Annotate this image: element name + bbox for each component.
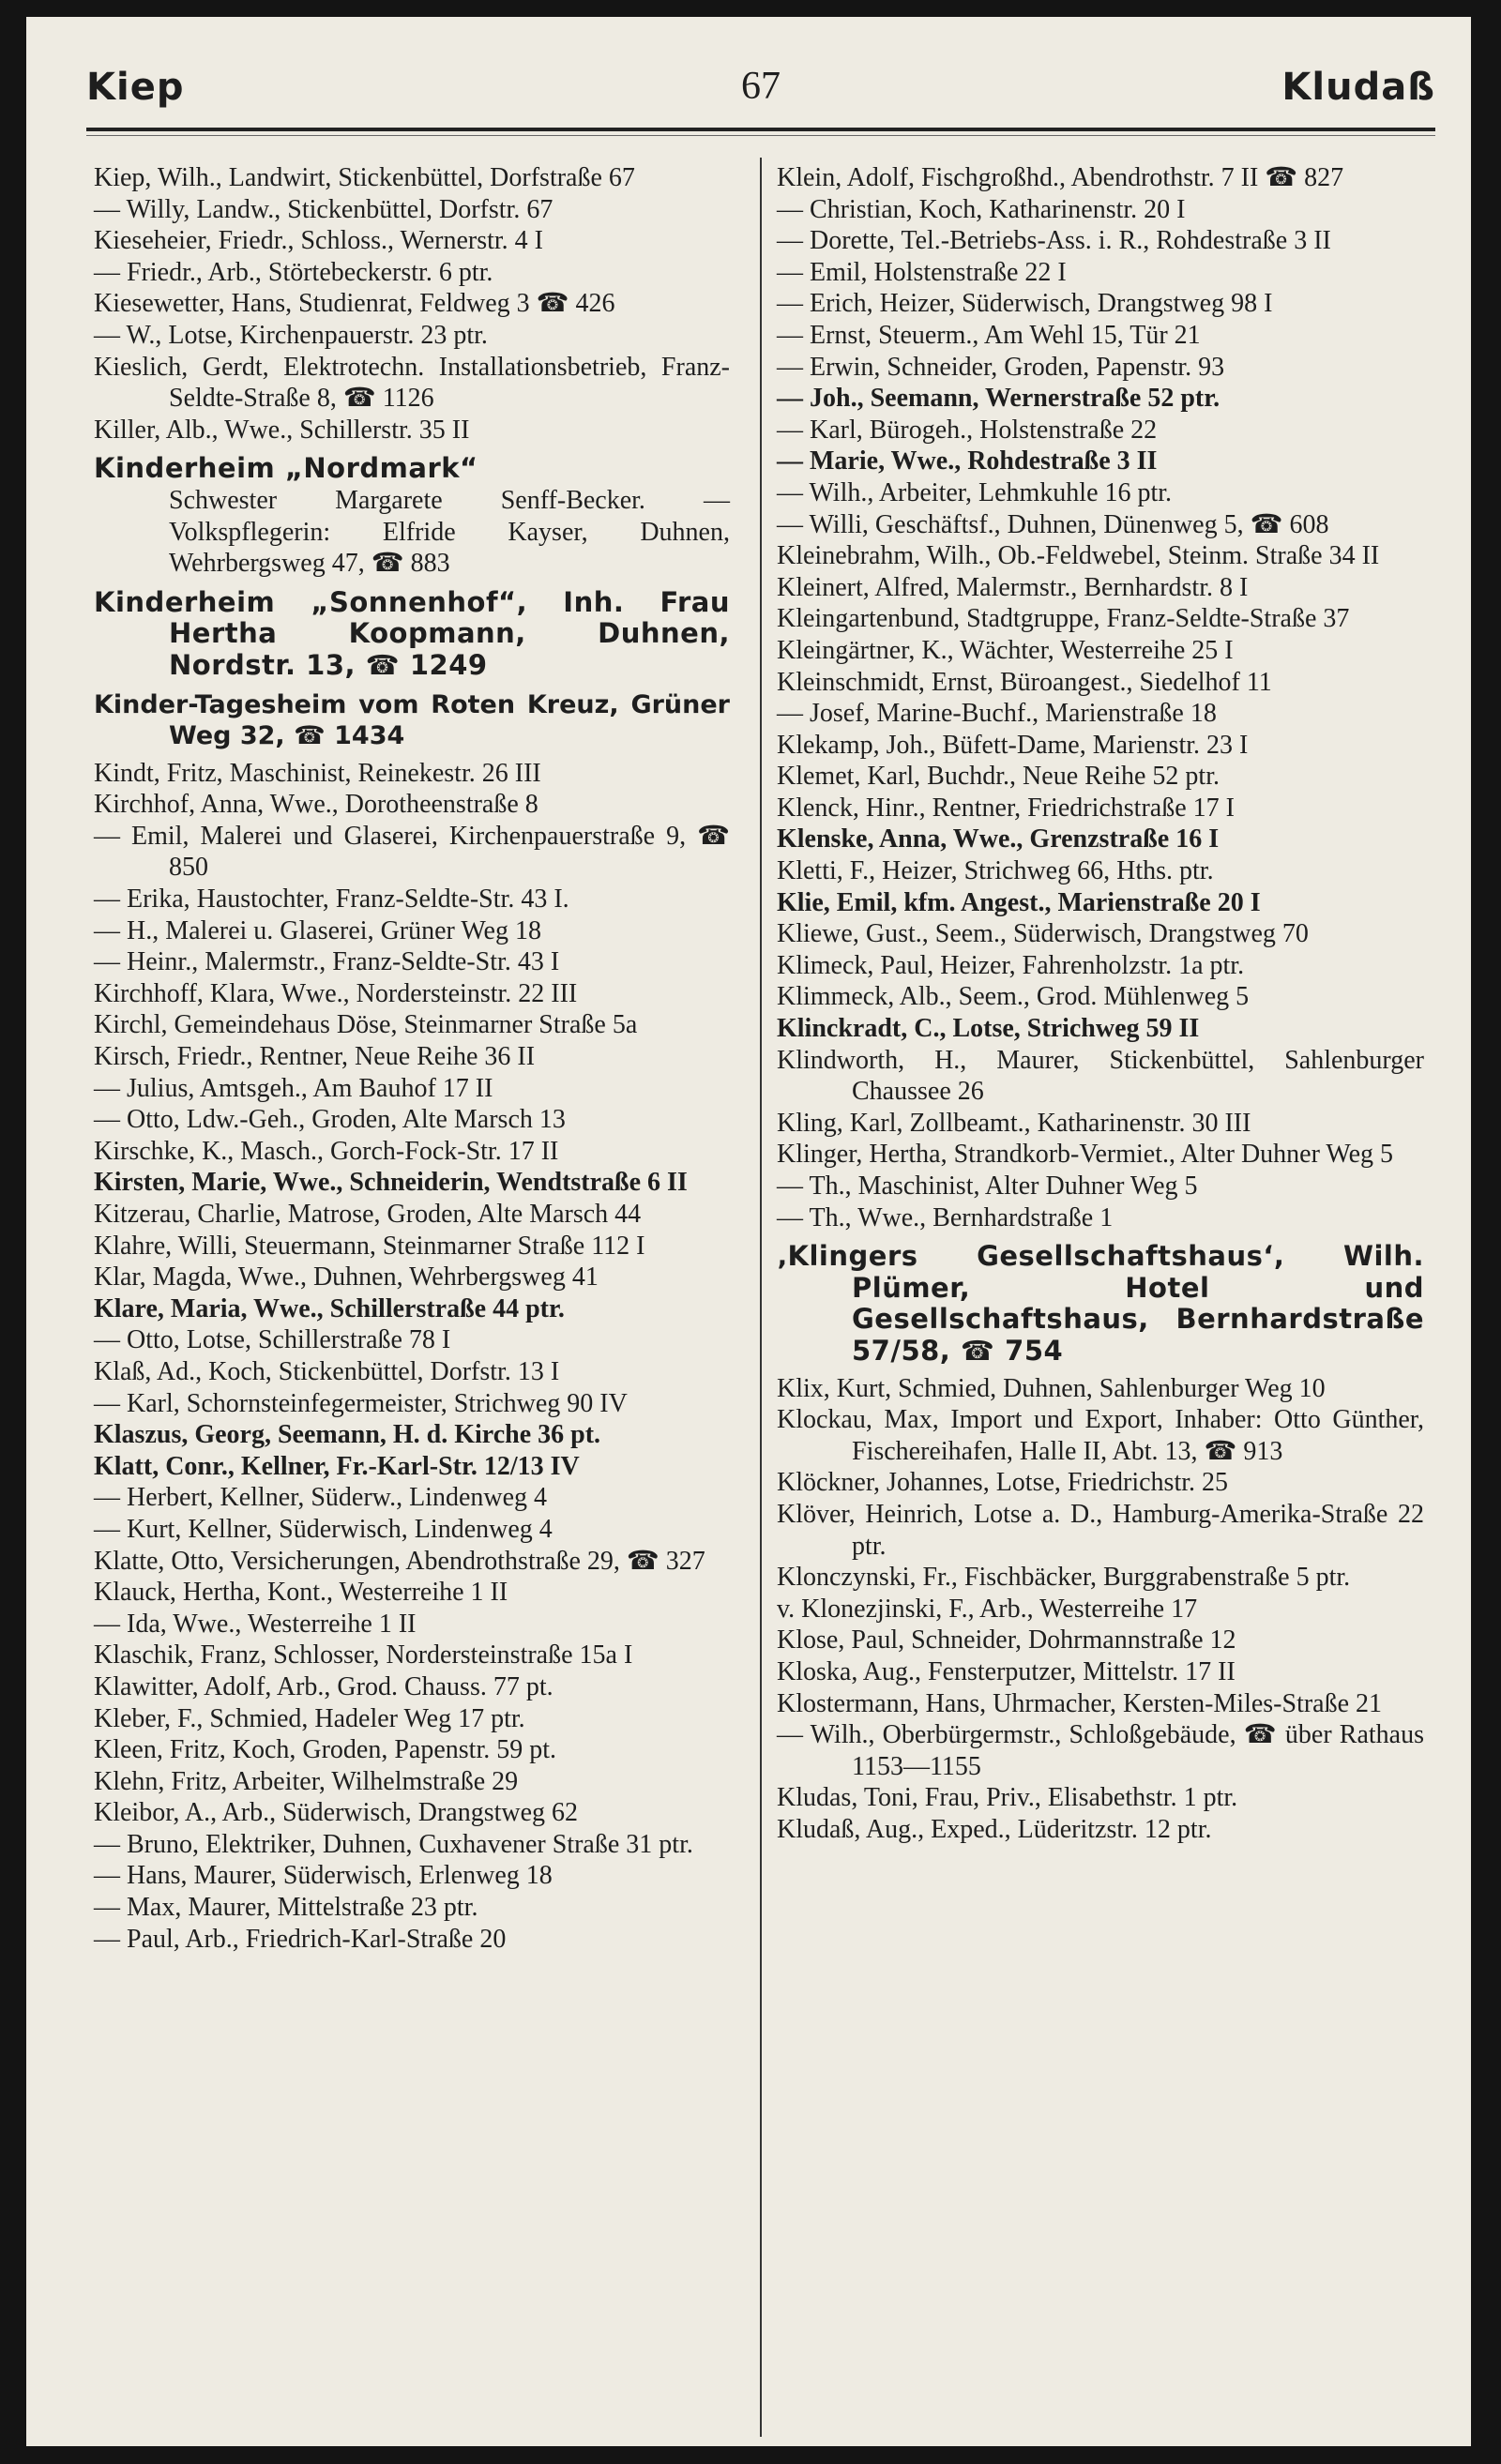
directory-entry: — Willy, Landw., Stickenbüttel, Dorfstr. 67 xyxy=(94,194,553,224)
directory-entry: Klar, Magda, Wwe., Duhnen, Wehrbergsweg 41 xyxy=(94,1262,599,1292)
right-column xyxy=(777,162,1424,1845)
directory-entry: Klekamp, Joh., Büfett-Dame, Marienstr. 23 I xyxy=(777,730,1249,760)
directory-entry: — Bruno, Elektriker, Duhnen, Cuxhavener Straße 31 ptr. xyxy=(94,1829,693,1859)
directory-entry: — Otto, Ldw.-Geh., Groden, Alte Marsch 13 xyxy=(94,1105,566,1135)
directory-entry: — Erwin, Schneider, Groden, Papenstr. 93 xyxy=(777,352,1225,382)
directory-entry: — Erich, Heizer, Süderwisch, Drangstweg 98 I xyxy=(777,289,1273,319)
directory-entry: Klose, Paul, Schneider, Dohrmannstraße 12 xyxy=(777,1625,1236,1655)
directory-entry: Klemet, Karl, Buchdr., Neue Reihe 52 ptr. xyxy=(777,762,1220,792)
directory-entry: — Max, Maurer, Mittelstraße 23 ptr. xyxy=(94,1893,478,1923)
directory-entry: Kludaß, Aug., Exped., Lüderitzstr. 12 ptr. xyxy=(777,1814,1212,1844)
directory-entry: Killer, Alb., Wwe., Schillerstr. 35 II xyxy=(94,415,470,445)
directory-entry: Klaß, Ad., Koch, Stickenbüttel, Dorfstr. 13 I xyxy=(94,1356,560,1386)
directory-entry: Kinderheim „Sonnenhof“, Inh. Frau Hertha Koopmann, Duhnen, Nordstr. 13, ☎ 1249 xyxy=(94,585,730,681)
directory-entry: — Th., Maschinist, Alter Duhner Weg 5 xyxy=(777,1172,1198,1201)
directory-entry: Schwester Margarete Senff-Becker. — Volkspflegerin: Elfride Kayser, Duhnen, Wehrbergsweg 47, ☎ 883 xyxy=(169,485,730,579)
directory-entry: — H., Malerei u. Glaserei, Grüner Weg 18 xyxy=(94,915,541,945)
directory-entry: Kleinschmidt, Ernst, Büroangest., Siedelhof 11 xyxy=(777,667,1272,697)
directory-entry: — W., Lotse, Kirchenpauerstr. 23 ptr. xyxy=(94,320,488,350)
directory-entry: Klein, Adolf, Fischgroßhd., Abendrothstr. 7 II ☎ 827 xyxy=(777,163,1344,192)
directory-entry: — Erika, Haustochter, Franz-Seldte-Str. 43 I. xyxy=(94,884,569,915)
directory-entry: Kletti, F., Heizer, Strichweg 66, Hths. ptr. xyxy=(777,856,1214,886)
directory-entry: Kirsch, Friedr., Rentner, Neue Reihe 36 II xyxy=(94,1042,536,1072)
directory-entry: Kirchhoff, Klara, Wwe., Nordersteinstr. 22 III xyxy=(94,978,578,1008)
directory-entry: ‚Klingers Gesellschaftshaus‘, Wilh. Plümer, Hotel und Gesellschaftshaus, Bernhardstraße 57/58, ☎ 754 xyxy=(777,1240,1424,1367)
header-rule-thin xyxy=(86,135,1435,136)
directory-entry: Kleinert, Alfred, Malermstr., Bernhardstr. 8 I xyxy=(777,572,1249,602)
directory-entry: Klinger, Hertha, Strandkorb-Vermiet., Alter Duhner Weg 5 xyxy=(777,1140,1394,1170)
directory-entry: Klauck, Hertha, Kont., Westerreihe 1 II xyxy=(94,1578,508,1608)
directory-entry: Klaszus, Georg, Seemann, H. d. Kirche 36 pt. xyxy=(94,1420,601,1450)
directory-entry: — Wilh., Arbeiter, Lehmkuhle 16 ptr. xyxy=(777,477,1173,507)
directory-entry: — Marie, Wwe., Rohdestraße 3 II xyxy=(777,446,1158,476)
directory-page xyxy=(26,17,1471,2446)
directory-entry: Kinderheim „Nordmark“ xyxy=(94,452,478,485)
directory-entry: — Emil, Holstenstraße 22 I xyxy=(777,257,1067,287)
directory-entry: — Julius, Amtsgeh., Am Bauhof 17 II xyxy=(94,1073,493,1103)
directory-entry: Klimmeck, Alb., Seem., Grod. Mühlenweg 5 xyxy=(777,982,1250,1012)
directory-entry: Kirschke, K., Masch., Gorch-Fock-Str. 17 II xyxy=(94,1136,559,1166)
page-header xyxy=(86,66,1435,118)
directory-entry: — Christian, Koch, Katharinenstr. 20 I xyxy=(777,194,1186,224)
directory-entry: — Otto, Lotse, Schillerstraße 78 I xyxy=(94,1325,451,1355)
directory-entry: — Heinr., Malermstr., Franz-Seldte-Str. 43 I xyxy=(94,947,560,977)
directory-entry: Kleibor, A., Arb., Süderwisch, Drangstweg 62 xyxy=(94,1798,579,1828)
directory-entry: Klehn, Fritz, Arbeiter, Wilhelmstraße 29 xyxy=(94,1766,519,1796)
directory-entry: Klenske, Anna, Wwe., Grenzstraße 16 I xyxy=(777,824,1220,854)
directory-entry: Kling, Karl, Zollbeamt., Katharinenstr. 30 III xyxy=(777,1108,1251,1138)
directory-entry: Klindworth, H., Maurer, Stickenbüttel, Sahlenburger Chaussee 26 xyxy=(777,1045,1424,1107)
directory-entry: Klie, Emil, kfm. Angest., Marienstraße 20 I xyxy=(777,887,1261,917)
directory-entry: — Friedr., Arb., Störtebeckerstr. 6 ptr. xyxy=(94,257,493,287)
directory-entry: — Ernst, Steuerm., Am Wehl 15, Tür 21 xyxy=(777,320,1201,350)
directory-entry: — Joh., Seemann, Wernerstraße 52 ptr. xyxy=(777,384,1221,414)
directory-entry: Kliewe, Gust., Seem., Süderwisch, Drangstweg 70 xyxy=(777,919,1309,949)
directory-entry: Klöckner, Johannes, Lotse, Friedrichstr. 25 xyxy=(777,1468,1229,1498)
directory-entry: — Willi, Geschäftsf., Duhnen, Dünenweg 5, ☎ 608 xyxy=(777,509,1329,539)
directory-entry: Klostermann, Hans, Uhrmacher, Kersten-Miles-Straße 21 xyxy=(777,1688,1383,1718)
directory-entry: Kieseheier, Friedr., Schloss., Wernerstr. 4 I xyxy=(94,226,544,256)
directory-entry: — Josef, Marine-Buchf., Marienstraße 18 xyxy=(777,699,1217,729)
directory-entry: — Hans, Maurer, Süderwisch, Erlenweg 18 xyxy=(94,1861,553,1891)
directory-entry: — Wilh., Oberbürgermstr., Schloßgebäude, ☎ über Rathaus 1153—1155 xyxy=(777,1720,1424,1781)
directory-entry: Klimeck, Paul, Heizer, Fahrenholzstr. 1a ptr. xyxy=(777,950,1245,980)
header-first-entry: Kiep xyxy=(86,66,185,109)
directory-entry: Klix, Kurt, Schmied, Duhnen, Sahlenburger Weg 10 xyxy=(777,1373,1326,1403)
directory-entry: Kleingärtner, K., Wächter, Westerreihe 25 I xyxy=(777,635,1234,665)
directory-entry: — Karl, Bürogeh., Holstenstraße 22 xyxy=(777,415,1158,445)
header-last-entry: Kludaß xyxy=(1281,66,1435,109)
directory-entry: Kiesewetter, Hans, Studienrat, Feldweg 3 ☎ 426 xyxy=(94,289,615,319)
page-number: 67 xyxy=(741,65,781,108)
directory-entry: Kirsten, Marie, Wwe., Schneiderin, Wendtstraße 6 II xyxy=(94,1168,688,1198)
directory-entry: Kitzerau, Charlie, Matrose, Groden, Alte Marsch 44 xyxy=(94,1200,642,1229)
directory-entry: Kinder-Tagesheim vom Roten Kreuz, Grüner Weg 32, ☎ 1434 xyxy=(94,689,730,751)
directory-entry: — Paul, Arb., Friedrich-Karl-Straße 20 xyxy=(94,1924,507,1954)
directory-entry: Kirchl, Gemeindehaus Döse, Steinmarner Straße 5a xyxy=(94,1010,638,1040)
directory-entry: Kirchhof, Anna, Wwe., Dorotheenstraße 8 xyxy=(94,790,538,820)
column-divider xyxy=(760,158,762,2437)
directory-entry: — Th., Wwe., Bernhardstraße 1 xyxy=(777,1202,1114,1232)
directory-entry: Klawitter, Adolf, Arb., Grod. Chauss. 77 pt. xyxy=(94,1671,553,1701)
directory-entry: Klöver, Heinrich, Lotse a. D., Hamburg-Amerika-Straße 22 ptr. xyxy=(777,1499,1424,1561)
directory-entry: — Herbert, Kellner, Süderw., Lindenweg 4 xyxy=(94,1483,548,1513)
directory-entry: Klinckradt, C., Lotse, Strichweg 59 II xyxy=(777,1014,1200,1044)
directory-entry: — Dorette, Tel.-Betriebs-Ass. i. R., Rohdestraße 3 II xyxy=(777,226,1331,256)
directory-entry: — Kurt, Kellner, Süderwisch, Lindenweg 4 xyxy=(94,1514,553,1544)
left-column xyxy=(94,162,730,1955)
directory-entry: — Karl, Schornsteinfegermeister, Strichweg 90 IV xyxy=(94,1388,628,1418)
directory-entry: Klonczynski, Fr., Fischbäcker, Burggrabenstraße 5 ptr. xyxy=(777,1563,1351,1593)
directory-entry: Kludas, Toni, Frau, Priv., Elisabethstr. 1 ptr. xyxy=(777,1783,1238,1813)
directory-entry: Klare, Maria, Wwe., Schillerstraße 44 ptr. xyxy=(94,1293,565,1323)
directory-entry: Kindt, Fritz, Maschinist, Reinekestr. 26 III xyxy=(94,758,541,788)
directory-entry: Klockau, Max, Import und Export, Inhaber: Otto Günther, Fischereihafen, Halle II, Abt. 13, ☎ 913 xyxy=(777,1405,1424,1466)
directory-entry: Klatt, Conr., Kellner, Fr.-Karl-Str. 12/13 IV xyxy=(94,1451,580,1481)
directory-entry: Kleber, F., Schmied, Hadeler Weg 17 ptr. xyxy=(94,1703,525,1733)
directory-entry: Kloska, Aug., Fensterputzer, Mittelstr. 17 II xyxy=(777,1656,1236,1686)
directory-entry: Kleen, Fritz, Koch, Groden, Papenstr. 59 pt. xyxy=(94,1735,557,1765)
directory-entry: Klatte, Otto, Versicherungen, Abendrothstraße 29, ☎ 327 xyxy=(94,1546,705,1576)
directory-entry: Kleingartenbund, Stadtgruppe, Franz-Seldte-Straße 37 xyxy=(777,604,1350,634)
directory-entry: Klenck, Hinr., Rentner, Friedrichstraße 17 I xyxy=(777,793,1235,823)
directory-entry: — Emil, Malerei und Glaserei, Kirchenpauerstraße 9, ☎ 850 xyxy=(94,821,730,883)
directory-entry: v. Klonezjinski, F., Arb., Westerreihe 17 xyxy=(777,1594,1198,1624)
directory-entry: — Ida, Wwe., Westerreihe 1 II xyxy=(94,1609,417,1639)
directory-entry: Kieslich, Gerdt, Elektrotechn. Installationsbetrieb, Franz-Seldte-Straße 8, ☎ 1126 xyxy=(94,352,730,414)
directory-entry: Kiep, Wilh., Landwirt, Stickenbüttel, Dorfstraße 67 xyxy=(94,163,635,192)
directory-entry: Kleinebrahm, Wilh., Ob.-Feldwebel, Steinm. Straße 34 II xyxy=(777,541,1380,571)
directory-entry: Klaschik, Franz, Schlosser, Nordersteinstraße 15a I xyxy=(94,1640,633,1670)
header-rule xyxy=(86,128,1435,131)
directory-entry: Klahre, Willi, Steuermann, Steinmarner Straße 112 I xyxy=(94,1231,645,1261)
